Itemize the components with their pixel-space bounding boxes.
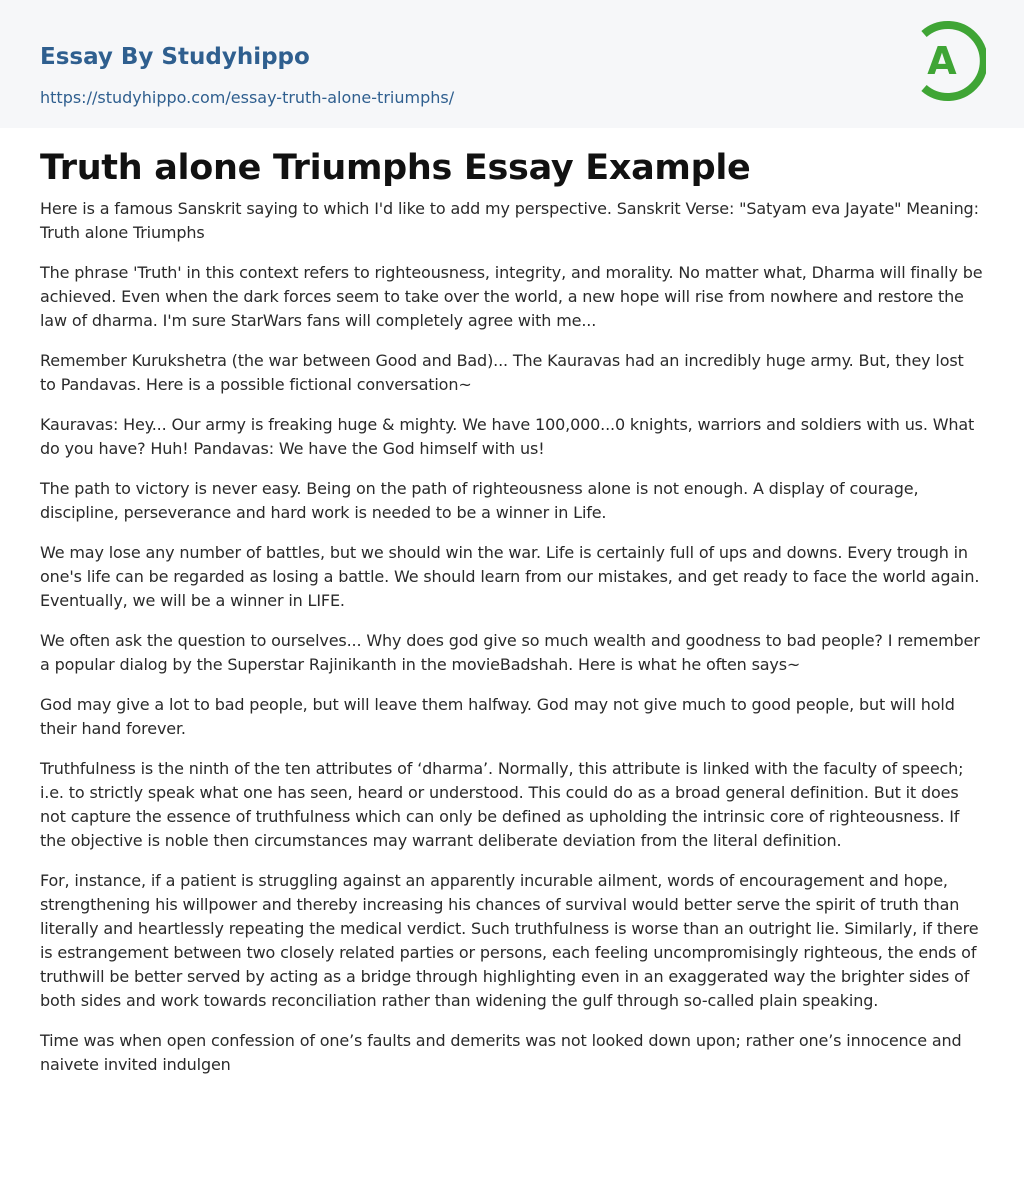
paragraph: The phrase 'Truth' in this context refers to righteousness, integrity, and morality. No matter what, Dharma will finally be achieved. Even when the dark forces seem to take over the world, a new hope will rise from nowhere and restore the law of dharma. I'm sure StarWars fans will completely agree with me... (40, 263, 983, 330)
paragraph: Time was when open confession of one’s faults and demerits was not looked down upon; rather one’s innocence and naivete invited indulgen (40, 1031, 962, 1074)
paragraph: The path to victory is never easy. Being on the path of righteousness alone is not enough. A display of courage, discipline, perseverance and hard work is needed to be a winner in Life. (40, 479, 919, 522)
paragraph: Truthfulness is the ninth of the ten attributes of ‘dharma’. Normally, this attribute is linked with the faculty of speech; i.e. to strictly speak what one has seen, heard or understood. This could do as a broad general definition. But it does not capture the essence of truthfulness which can only be defined as upholding the intrinsic core of righteousness. If the objective is noble then circumstances may warrant deliberate deviation from the literal definition. (40, 759, 964, 850)
page-header (0, 0, 1024, 128)
paragraph: Kauravas: Hey... Our army is freaking huge & mighty. We have 100,000...0 knights, warriors and soldiers with us. What do you have? Huh! Pandavas: We have the God himself with us! (40, 415, 975, 458)
page-title: Truth alone Triumphs Essay Example (40, 148, 751, 188)
paragraph: We often ask the question to ourselves... Why does god give so much wealth and goodness to bad people? I remember a popular dialog by the Superstar Rajinikanth in the movieBadshah. Here is what he often says~ (40, 631, 980, 674)
paragraph: We may lose any number of battles, but we should win the war. Life is certainly full of ups and downs. Every trough in one's life can be regarded as losing a battle. We should learn from our mistakes, and get ready to face the world again. Eventually, we will be a winner in LIFE. (40, 543, 980, 610)
paragraph: Remember Kurukshetra (the war between Good and Bad)... The Kauravas had an incredibly huge army. But, they lost to Pandavas. Here is a possible fictional conversation~ (40, 351, 964, 394)
paragraph: God may give a lot to bad people, but will leave them halfway. God may not give much to good people, but will hold their hand forever. (40, 695, 955, 738)
article (0, 128, 1024, 1077)
source-url-link[interactable]: https://studyhippo.com/essay-truth-alone-triumphs/ (40, 88, 455, 107)
paragraph: Here is a famous Sanskrit saying to which I'd like to add my perspective. Sanskrit Verse: "Satyam eva Jayate" Meaning: Truth alone Triumphs (40, 199, 979, 242)
logo-letter: A (927, 39, 957, 83)
studyhippo-logo-icon[interactable] (914, 18, 986, 104)
paragraph: For, instance, if a patient is struggling against an apparently incurable ailment, words of encouragement and hope, strengthening his willpower and thereby increasing his chances of survival would better serve the spirit of truth than literally and heartlessly repeating the medical verdict. Such truthfulness is worse than an outright lie. Similarly, if there is estrangement between two closely related parties or persons, each feeling uncompromisingly righteous, the ends of truthwill be better served by acting as a bridge through highlighting even in an exaggerated way the brighter sides of both sides and work towards reconciliation rather than widening the gulf through so-called plain speaking. (40, 871, 979, 1010)
brand-name[interactable]: Essay By Studyhippo (40, 44, 310, 70)
